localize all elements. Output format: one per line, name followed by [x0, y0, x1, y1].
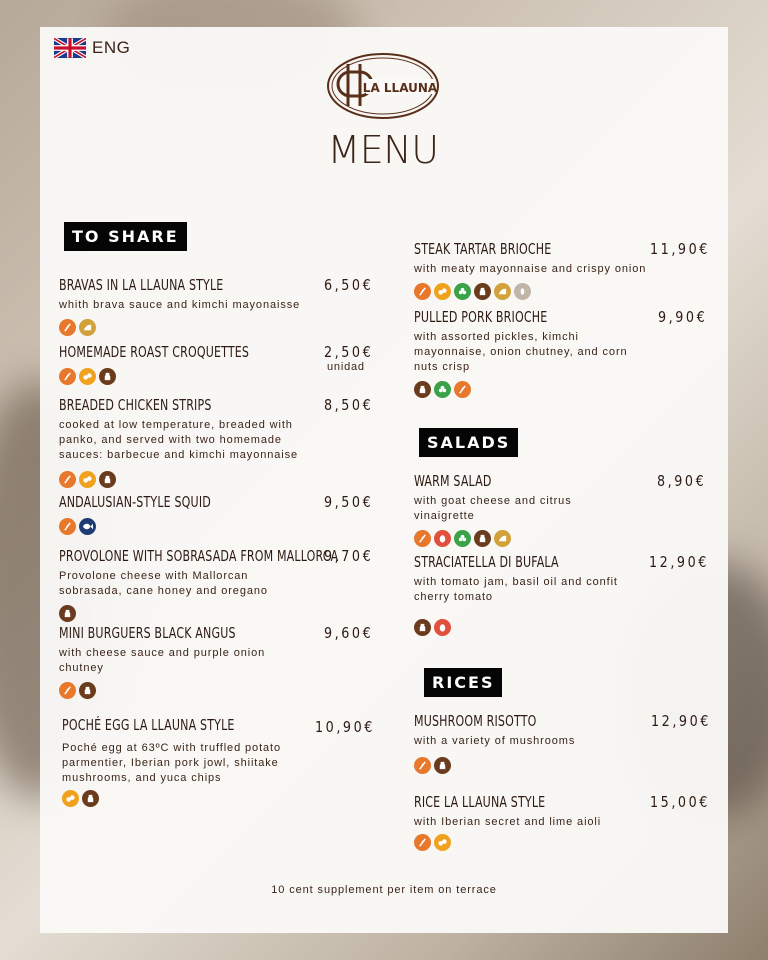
item-name: HOMEMADE ROAST CROQUETTES	[59, 343, 250, 361]
gluten-icon	[59, 682, 76, 699]
item-price: 8,50€	[324, 396, 374, 414]
allergen-icons	[59, 682, 369, 699]
item-description: cooked at low temperature, breaded with panko, and served with two homemade sauces: barbecue and kimchi mayonnaise	[59, 419, 299, 461]
menu-item	[414, 472, 707, 547]
milk-icon	[474, 283, 491, 300]
allergen-icons	[59, 518, 369, 535]
item-price: 9,50€	[324, 493, 374, 511]
milk-icon	[79, 682, 96, 699]
menu-item	[59, 343, 374, 385]
item-price: 8,90€	[657, 472, 707, 490]
item-price: 9,70€	[324, 547, 374, 565]
item-description: with goat cheese and citrus vinaigrette	[414, 495, 572, 522]
milk-icon	[82, 790, 99, 807]
item-price: 9,90€	[658, 308, 708, 326]
celery-icon	[494, 283, 511, 300]
gluten-icon	[59, 319, 76, 336]
menu-item	[414, 793, 710, 851]
gluten-icon	[414, 834, 431, 851]
allergen-icons	[414, 381, 704, 398]
allergen-icons	[59, 368, 369, 385]
item-name: BRAVAS IN LA LLAUNA STYLE	[59, 276, 224, 294]
item-name: PULLED PORK BRIOCHE	[414, 308, 548, 326]
menu-item	[414, 712, 711, 774]
gluten-icon	[59, 368, 76, 385]
gluten-icon	[59, 471, 76, 488]
allergen-icons	[59, 471, 369, 488]
allergen-icons	[414, 530, 704, 547]
allergen-icons	[59, 319, 369, 336]
language-label: ENG	[92, 38, 131, 57]
allergen-icons	[59, 605, 369, 622]
mustard-icon	[454, 530, 471, 547]
item-name: STRACIATELLA DI BUFALA	[414, 553, 559, 571]
item-price: 9,60€	[324, 624, 374, 642]
menu-item	[59, 493, 374, 535]
milk-icon	[99, 471, 116, 488]
terrace-supplement-note: 10 cent supplement per item on terrace	[271, 884, 497, 896]
gluten-icon	[59, 518, 76, 535]
nuts-icon	[434, 530, 451, 547]
allergen-icons	[62, 790, 372, 807]
logo-text: LA LLAUNA	[362, 81, 438, 95]
gluten-icon	[454, 381, 471, 398]
item-name: MUSHROOM RISOTTO	[414, 712, 537, 730]
item-price: 11,90€	[650, 240, 710, 258]
item-price: 15,00€	[650, 793, 710, 811]
mustard-icon	[434, 381, 451, 398]
egg-icon	[434, 834, 451, 851]
item-unit: unidad	[327, 361, 365, 373]
item-price: 10,90€	[315, 718, 375, 736]
uk-flag-icon	[54, 38, 86, 58]
section-title-to-share: TO SHARE	[64, 222, 187, 251]
item-price: 2,50€	[324, 343, 374, 361]
milk-icon	[414, 381, 431, 398]
menu-item	[59, 624, 374, 699]
section-title-rices: RICES	[424, 668, 502, 697]
allergen-icons	[414, 283, 704, 300]
menu-item	[414, 240, 710, 300]
milk-icon	[414, 619, 431, 636]
item-description: with cheese sauce and purple onion chutney	[59, 647, 266, 674]
menu-title: MENU	[327, 128, 439, 172]
item-description: Poché egg at 63ºC with truffled potato parmentier, Iberian pork jowl, shiitake mushrooms, and yuca chips	[62, 742, 282, 784]
item-description: Provolone cheese with Mallorcan sobrasada, cane honey and oregano	[59, 570, 268, 597]
item-price: 12,90€	[649, 553, 709, 571]
menu-item	[62, 716, 375, 807]
gluten-icon	[414, 757, 431, 774]
item-name: WARM SALAD	[414, 472, 492, 490]
allergen-icons	[414, 619, 704, 636]
egg-icon	[79, 368, 96, 385]
milk-icon	[59, 605, 76, 622]
item-description: with assorted pickles, kimchi mayonnaise, onion chutney, and corn nuts crisp	[414, 331, 628, 373]
item-name: BREADED CHICKEN STRIPS	[59, 396, 212, 414]
gluten-icon	[414, 530, 431, 547]
fish-icon	[79, 518, 96, 535]
restaurant-logo	[326, 50, 440, 122]
item-description: with Iberian secret and lime aioli	[414, 816, 602, 828]
sesame-icon	[514, 283, 531, 300]
item-name: PROVOLONE WITH SOBRASADA FROM MALLORCA	[59, 547, 339, 565]
item-description: with tomato jam, basil oil and confit cherry tomato	[414, 576, 618, 603]
milk-icon	[434, 757, 451, 774]
menu-item	[59, 396, 374, 488]
item-price: 12,90€	[651, 712, 711, 730]
menu-item	[414, 553, 709, 636]
egg-icon	[79, 471, 96, 488]
section-title-salads: SALADS	[419, 428, 518, 457]
item-description: with a variety of mushrooms	[414, 735, 576, 747]
gluten-icon	[414, 283, 431, 300]
menu-item	[414, 308, 708, 398]
milk-icon	[474, 530, 491, 547]
item-name: RICE LA LLAUNA STYLE	[414, 793, 546, 811]
item-name: ANDALUSIAN-STYLE SQUID	[59, 493, 211, 511]
item-description: whith brava sauce and kimchi mayonaisse	[59, 299, 301, 311]
item-name: MINI BURGUERS BLACK ANGUS	[59, 624, 236, 642]
egg-icon	[434, 283, 451, 300]
item-price: 6,50€	[324, 276, 374, 294]
item-name: STEAK TARTAR BRIOCHE	[414, 240, 552, 258]
menu-item	[59, 547, 374, 622]
item-description: with meaty mayonnaise and crispy onion	[414, 263, 647, 275]
celery-icon	[79, 319, 96, 336]
allergen-icons	[414, 834, 704, 851]
milk-icon	[99, 368, 116, 385]
language-selector[interactable]	[54, 38, 130, 58]
allergen-icons	[414, 757, 704, 774]
menu-item	[59, 276, 374, 336]
mustard-icon	[454, 283, 471, 300]
celery-icon	[494, 530, 511, 547]
egg-icon	[62, 790, 79, 807]
item-name: POCHÉ EGG LA LLAUNA STYLE	[62, 716, 235, 734]
nuts-icon	[434, 619, 451, 636]
